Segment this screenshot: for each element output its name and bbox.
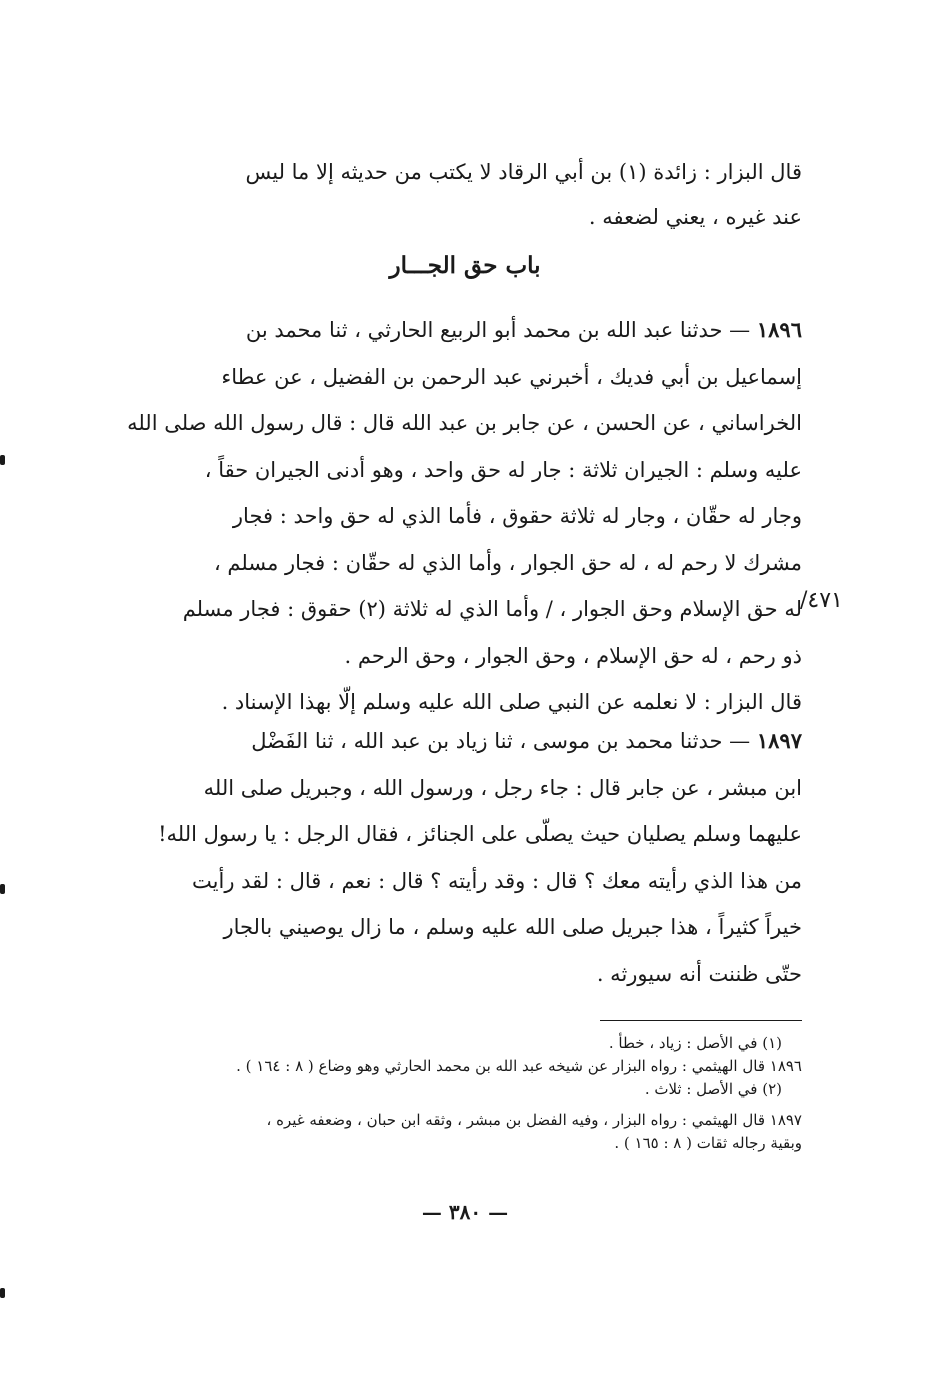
hadith-line: حتّى ظننت أنه سيورثه . <box>596 961 802 986</box>
hadith-line: عليه وسلم : الجيران ثلاثة : جار له حق واحد ، وهو أدنى الجيران حقاً ، <box>204 457 802 482</box>
footnote: (١) في الأصل : زياد ، خطأ . <box>608 1034 782 1052</box>
margin-folio-number: ٤٧١/ <box>800 588 843 613</box>
hadith-number: ١٨٩٧ <box>756 728 802 753</box>
hadith-line: إسماعيل بن أبي فديك ، أخبرني عبد الرحمن بن الفضيل ، عن عطاء <box>221 364 802 389</box>
hadith-line: له حق الإسلام وحق الجوار ، / وأما الذي له ثلاثة (٢) حقوق : فجار مسلم <box>182 597 802 621</box>
hadith-number: ١٨٩٦ <box>756 317 802 342</box>
footnote: (٢) في الأصل : ثلاث . <box>644 1080 782 1098</box>
scan-mark <box>0 1288 5 1298</box>
chapter-heading: باب حق الجـــار <box>389 252 541 279</box>
footnotes <box>122 1032 802 1155</box>
hadith-1897 <box>122 718 802 997</box>
hadith-line: عليهما وسلم يصليان حيث يصلّى على الجنائز ، فقال الرجل : يا رسول الله! <box>158 822 802 846</box>
intro-line: عند غيره ، يعني لضعفه . <box>588 205 802 229</box>
page-number: — ٣٨٠ — <box>421 1200 509 1224</box>
intro-line: قال البزار : زائدة (١) بن أبي الرقاد لا يكتب من حديثه إلا ما ليس <box>245 160 802 184</box>
hadith-line: الخراساني ، عن الحسن ، عن جابر بن عبد الله قال : قال رسول الله صلى الله <box>127 411 802 435</box>
intro-paragraph <box>122 150 802 240</box>
hadith-line <box>122 718 802 765</box>
hadith-line-text: — حدثنا محمد بن موسى ، ثنا زياد بن عبد الله ، ثنا الفَضْل <box>251 729 751 753</box>
hadith-line: ذو رحم ، له حق الإسلام ، وحق الجوار ، وحق الرحم . <box>344 643 802 668</box>
footnote: وبقية رجاله ثقات ( ٨ : ١٦٥ ) . <box>614 1134 802 1152</box>
bazzar-comment: قال البزار : لا نعلمه عن النبي صلى الله عليه وسلم إلّا بهذا الإسناد . <box>221 690 802 714</box>
hadith-line: مشرك لا رحم له ، له حق الجوار ، وأما الذي له حقّان : فجار مسلم ، <box>213 550 802 575</box>
hadith-line-text: — حدثنا عبد الله بن محمد أبو الربيع الحارثي ، ثنا محمد بن <box>245 318 751 342</box>
hadith-1896 <box>122 307 802 726</box>
footnote: ١٨٩٧ قال الهيثمي : رواه البزار ، وفيه الفضل بن مبشر ، وثقه ابن حبان ، وضعفه غيره ، <box>266 1111 802 1129</box>
hadith-line <box>122 307 802 354</box>
hadith-line: خيراً كثيراً ، هذا جبريل صلى الله عليه وسلم ، ما زال يوصيني بالجار <box>223 915 802 939</box>
hadith-line: من هذا الذي رأيته معك ؟ قال : وقد رأيته ؟ قال : نعم ، قال : لقد رأيت <box>192 868 802 893</box>
hadith-line: وجار له حقّان ، وجار له ثلاثة حقوق ، فأما الذي له حق واحد : فجار <box>232 504 802 528</box>
scan-mark <box>0 455 5 465</box>
footnote: ١٨٩٦ قال الهيثمي : رواه البزار عن شيخه عبد الله بن محمد الحارثي وهو وضاع ( ٨ : ١٦٤ ) . <box>236 1057 802 1075</box>
footnote-divider <box>600 1020 802 1021</box>
scan-mark <box>0 884 5 894</box>
hadith-line: ابن مبشر ، عن جابر قال : جاء رجل ، ورسول الله ، وجبريل صلى الله <box>203 775 802 800</box>
